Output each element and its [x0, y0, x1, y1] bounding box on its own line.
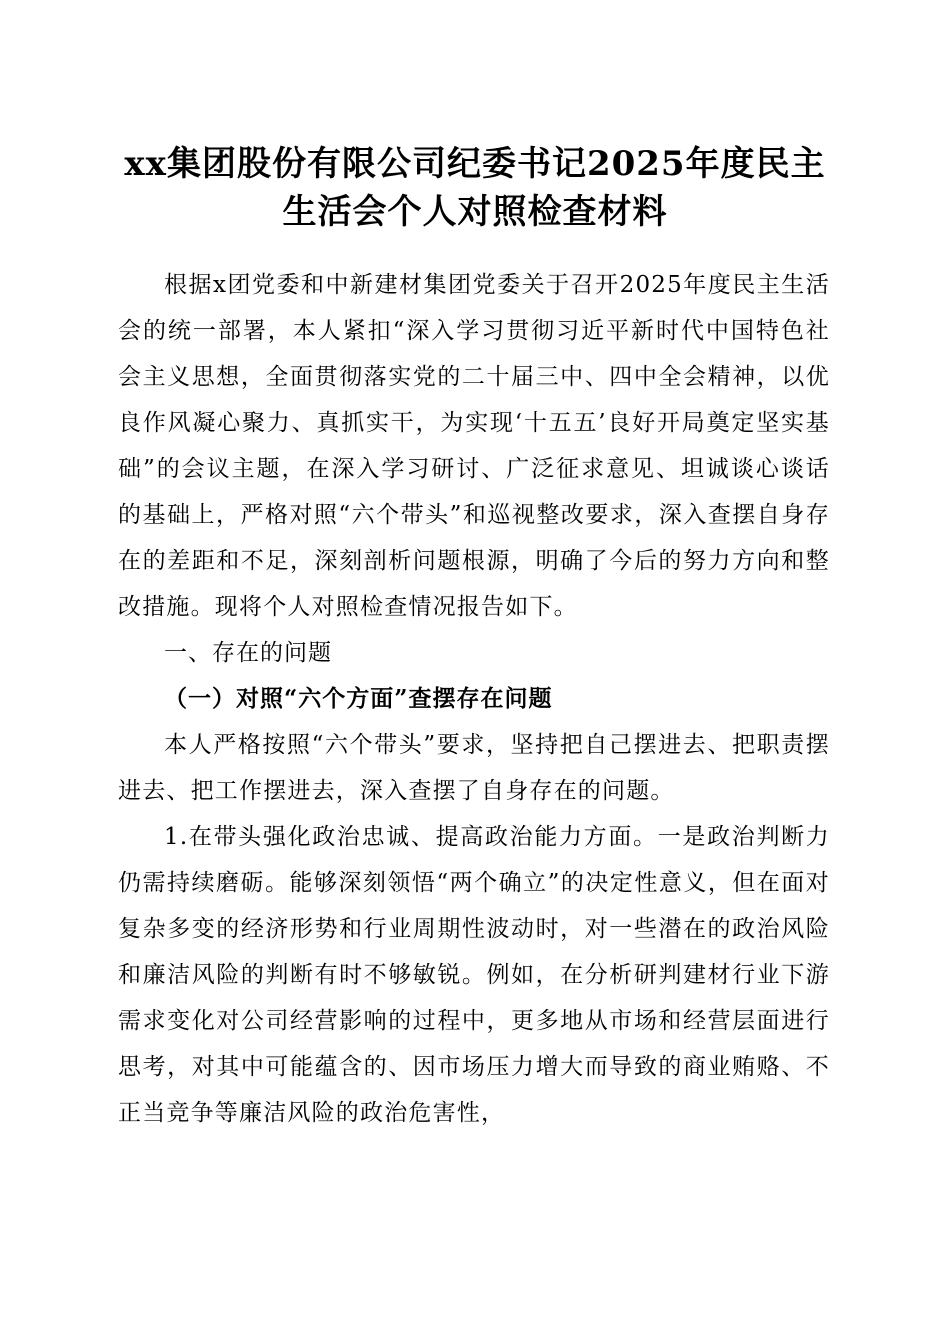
subsection-heading-six-aspects: （一）对照“六个方面”查摆存在问题 — [164, 685, 553, 712]
document-title-line-1: xx集团股份有限公司纪委书记2025年度民主 — [124, 144, 826, 184]
intro-paragraph: 根据x团党委和中新建材集团党委关于召开2025年度民主生活会的统一部署，本人紧扣“深入学习贯彻习近平新时代中国特色社会主义思想，全面贯彻落实党的二十届三中、四中全会精神，以优良作风凝心聚力、真抓实干，为实现‘十五五’良好开局奠定坚实基础”的会议主题，在深入学习研讨、广泛征求意见、坦诚谈心谈话的基础上，严格对照“六个带头”和巡视整改要求，深入查摆自身存在的差距和不足，深刻剖析问题根源，明确了今后的努力方向和整改措施。现将个人对照检查情况报告如下。 — [118, 272, 830, 620]
document-body — [118, 262, 830, 1136]
section-heading-problems: 一、存在的问题 — [164, 640, 332, 666]
document-title-line-2: 生活会个人对照检查材料 — [282, 192, 668, 232]
subsection-intro-paragraph: 本人严格按照“六个带头”要求，坚持把自己摆进去、把职责摆进去、把工作摆进去，深入查摆了自身存在的问题。 — [118, 732, 830, 804]
item-1-paragraph: 1.在带头强化政治忠诚、提高政治能力方面。一是政治判断力仍需持续磨砺。能够深刻领悟“两个确立”的决定性意义，但在面对复杂多变的经济形势和行业周期性波动时，对一些潜在的政治风险和廉洁风险的判断有时不够敏锐。例如，在分析研判建材行业下游需求变化对公司经营影响的过程中，更多地从市场和经营层面进行思考，对其中可能蕴含的、因市场压力增大而导致的商业贿赂、不正当竞争等廉洁风险的政治危害性， — [118, 824, 830, 1126]
